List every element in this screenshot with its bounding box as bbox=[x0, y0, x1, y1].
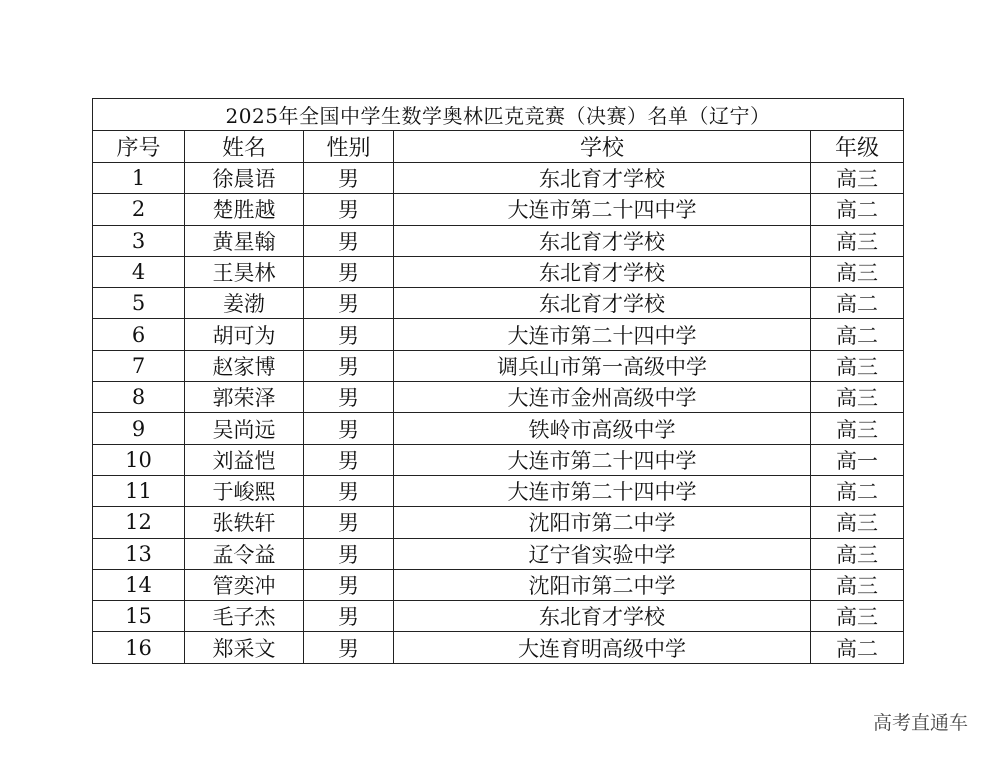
cell-name: 毛子杰 bbox=[185, 601, 304, 632]
cell-grade: 高二 bbox=[811, 319, 904, 350]
cell-name: 刘益恺 bbox=[185, 444, 304, 475]
table-row bbox=[93, 225, 904, 256]
cell-index: 3 bbox=[93, 225, 185, 256]
table-row bbox=[93, 601, 904, 632]
cell-name: 楚胜越 bbox=[185, 194, 304, 225]
cell-school: 大连市第二十四中学 bbox=[394, 194, 811, 225]
table-row bbox=[93, 632, 904, 663]
cell-grade: 高三 bbox=[811, 163, 904, 194]
cell-gender: 男 bbox=[304, 225, 394, 256]
header-name: 姓名 bbox=[185, 131, 304, 163]
cell-school: 东北育才学校 bbox=[394, 601, 811, 632]
cell-name: 于峻熙 bbox=[185, 475, 304, 506]
table-row bbox=[93, 413, 904, 444]
cell-gender: 男 bbox=[304, 194, 394, 225]
header-school: 学校 bbox=[394, 131, 811, 163]
table-row bbox=[93, 350, 904, 381]
table-title: 2025年全国中学生数学奥林匹克竞赛（决赛）名单（辽宁） bbox=[93, 99, 904, 131]
cell-gender: 男 bbox=[304, 601, 394, 632]
cell-name: 王昊林 bbox=[185, 256, 304, 287]
cell-index: 14 bbox=[93, 569, 185, 600]
cell-name: 徐晨语 bbox=[185, 163, 304, 194]
cell-gender: 男 bbox=[304, 163, 394, 194]
cell-school: 沈阳市第二中学 bbox=[394, 507, 811, 538]
cell-index: 16 bbox=[93, 632, 185, 663]
cell-gender: 男 bbox=[304, 569, 394, 600]
cell-school: 东北育才学校 bbox=[394, 288, 811, 319]
table-row bbox=[93, 288, 904, 319]
cell-gender: 男 bbox=[304, 538, 394, 569]
cell-index: 11 bbox=[93, 475, 185, 506]
table-row bbox=[93, 507, 904, 538]
cell-gender: 男 bbox=[304, 319, 394, 350]
header-grade: 年级 bbox=[811, 131, 904, 163]
cell-index: 7 bbox=[93, 350, 185, 381]
header-index: 序号 bbox=[93, 131, 185, 163]
cell-index: 10 bbox=[93, 444, 185, 475]
cell-gender: 男 bbox=[304, 256, 394, 287]
cell-school: 沈阳市第二中学 bbox=[394, 569, 811, 600]
header-row bbox=[93, 131, 904, 163]
cell-name: 郭荣泽 bbox=[185, 382, 304, 413]
cell-grade: 高三 bbox=[811, 256, 904, 287]
cell-school: 调兵山市第一高级中学 bbox=[394, 350, 811, 381]
table-row bbox=[93, 475, 904, 506]
cell-index: 13 bbox=[93, 538, 185, 569]
cell-school: 辽宁省实验中学 bbox=[394, 538, 811, 569]
cell-index: 15 bbox=[93, 601, 185, 632]
cell-gender: 男 bbox=[304, 475, 394, 506]
cell-gender: 男 bbox=[304, 507, 394, 538]
table-body bbox=[93, 163, 904, 664]
table-row bbox=[93, 194, 904, 225]
cell-grade: 高一 bbox=[811, 444, 904, 475]
table-row bbox=[93, 163, 904, 194]
cell-name: 姜渤 bbox=[185, 288, 304, 319]
cell-name: 孟令益 bbox=[185, 538, 304, 569]
cell-grade: 高三 bbox=[811, 538, 904, 569]
contestant-table bbox=[92, 98, 904, 664]
table-row bbox=[93, 319, 904, 350]
cell-school: 大连市第二十四中学 bbox=[394, 319, 811, 350]
cell-grade: 高二 bbox=[811, 194, 904, 225]
cell-index: 4 bbox=[93, 256, 185, 287]
table-row bbox=[93, 538, 904, 569]
cell-index: 8 bbox=[93, 382, 185, 413]
cell-name: 张轶轩 bbox=[185, 507, 304, 538]
cell-index: 9 bbox=[93, 413, 185, 444]
header-gender: 性别 bbox=[304, 131, 394, 163]
cell-name: 管奕冲 bbox=[185, 569, 304, 600]
cell-school: 大连市金州高级中学 bbox=[394, 382, 811, 413]
watermark: 高考直通车 bbox=[872, 712, 968, 734]
cell-gender: 男 bbox=[304, 382, 394, 413]
cell-grade: 高三 bbox=[811, 413, 904, 444]
cell-school: 大连育明高级中学 bbox=[394, 632, 811, 663]
cell-gender: 男 bbox=[304, 632, 394, 663]
cell-name: 郑采文 bbox=[185, 632, 304, 663]
cell-index: 1 bbox=[93, 163, 185, 194]
cell-name: 赵家博 bbox=[185, 350, 304, 381]
cell-grade: 高三 bbox=[811, 569, 904, 600]
table-row bbox=[93, 569, 904, 600]
cell-gender: 男 bbox=[304, 288, 394, 319]
cell-gender: 男 bbox=[304, 350, 394, 381]
cell-grade: 高三 bbox=[811, 507, 904, 538]
cell-grade: 高三 bbox=[811, 225, 904, 256]
cell-grade: 高三 bbox=[811, 382, 904, 413]
table-row bbox=[93, 382, 904, 413]
cell-gender: 男 bbox=[304, 413, 394, 444]
cell-grade: 高二 bbox=[811, 288, 904, 319]
cell-grade: 高三 bbox=[811, 350, 904, 381]
table-row bbox=[93, 256, 904, 287]
cell-school: 东北育才学校 bbox=[394, 225, 811, 256]
cell-school: 大连市第二十四中学 bbox=[394, 444, 811, 475]
cell-index: 6 bbox=[93, 319, 185, 350]
cell-school: 东北育才学校 bbox=[394, 163, 811, 194]
cell-school: 大连市第二十四中学 bbox=[394, 475, 811, 506]
cell-grade: 高三 bbox=[811, 601, 904, 632]
cell-index: 2 bbox=[93, 194, 185, 225]
cell-name: 吴尚远 bbox=[185, 413, 304, 444]
cell-index: 5 bbox=[93, 288, 185, 319]
cell-school: 铁岭市高级中学 bbox=[394, 413, 811, 444]
cell-name: 胡可为 bbox=[185, 319, 304, 350]
cell-school: 东北育才学校 bbox=[394, 256, 811, 287]
cell-gender: 男 bbox=[304, 444, 394, 475]
cell-index: 12 bbox=[93, 507, 185, 538]
table-row bbox=[93, 444, 904, 475]
cell-grade: 高二 bbox=[811, 632, 904, 663]
cell-grade: 高二 bbox=[811, 475, 904, 506]
cell-name: 黄星翰 bbox=[185, 225, 304, 256]
